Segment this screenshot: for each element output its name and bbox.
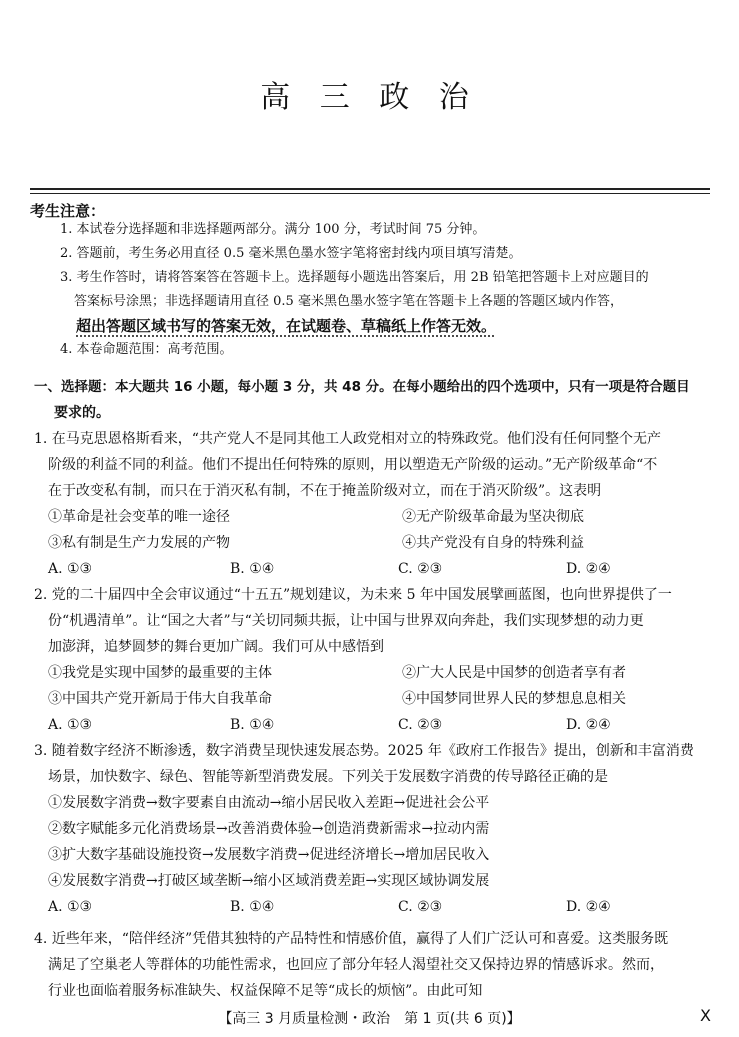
answer-choice: D. ②④ (566, 899, 611, 915)
answer-choice: D. ②④ (566, 717, 611, 733)
section-line: 要求的。 (54, 405, 110, 421)
question-stem: 在于改变私有制，而只在于消灭私有制，不在于掩盖阶级对立，而在于消灭阶级”。这表明 (48, 483, 602, 499)
statement-option: ②无产阶级革命最为坚决彻底 (402, 509, 584, 525)
statement-option: ③扩大数字基础设施投资→发展数字消费→促进经济增长→增加居民收入 (48, 847, 490, 863)
answer-choice: B. ①④ (230, 899, 275, 915)
answer-choice: C. ②③ (398, 561, 443, 577)
question-stem: 场景，加快数字、绿色、智能等新型消费发展。下列关于发展数字消费的传导路径正确的是 (48, 769, 608, 785)
notice-item: 3. 考生作答时，请将答案答在答题卡上。选择题每小题选出答案后，用 2B 铅笔把答题卡上对应题目的 (60, 270, 649, 285)
answer-choice: A. ①③ (48, 561, 93, 577)
answer-choice: A. ①③ (48, 899, 93, 915)
question-stem: 3. 随着数字经济不断渗透，数字消费呈现快速发展态势。2025 年《政府工作报告》提出，创新和丰富消费 (34, 743, 694, 759)
question-stem: 加澎湃，追梦圆梦的舞台更加广阔。我们可从中感悟到 (48, 639, 384, 655)
statement-option: ④共产党没有自身的特殊利益 (402, 535, 584, 551)
header-divider (30, 188, 710, 194)
question-stem: 1. 在马克思恩格斯看来，“共产党人不是同其他工人政党相对立的特殊政党。他们没有任何同整个无产 (34, 431, 661, 447)
answer-choice: C. ②③ (398, 717, 443, 733)
footer-mark: X (700, 1006, 711, 1025)
answer-choice: B. ①④ (230, 717, 275, 733)
question-stem: 满足了空巢老人等群体的功能性需求，也回应了部分年轻人渴望社交又保持边界的情感诉求。然而， (48, 957, 664, 973)
answer-choice: C. ②③ (398, 899, 443, 915)
page-title: 高 三 政 治 (260, 80, 479, 115)
notice-item: 1. 本试卷分选择题和非选择题两部分。满分 100 分，考试时间 75 分钟。 (60, 222, 486, 237)
question-stem: 4. 近些年来，“陪伴经济”凭借其独特的产品特性和情感价值，赢得了人们广泛认可和喜爱。这类服务既 (34, 931, 669, 947)
notice-emphasis: 超出答题区域书写的答案无效，在试题卷、草稿纸上作答无效。 (76, 317, 497, 335)
question-stem: 行业也面临着服务标准缺失、权益保障不足等“成长的烦恼”。由此可知 (48, 983, 483, 999)
statement-option: ②广大人民是中国梦的创造者享有者 (402, 665, 626, 681)
answer-choice: A. ①③ (48, 717, 93, 733)
answer-choice: D. ②④ (566, 561, 611, 577)
statement-option: ③私有制是生产力发展的产物 (48, 535, 230, 551)
section-heading (34, 374, 714, 426)
notice-item: 4. 本卷命题范围：高考范围。 (60, 342, 233, 357)
notice-block (60, 218, 710, 362)
statement-option: ①我党是实现中国梦的最重要的主体 (48, 665, 272, 681)
statement-option: ①发展数字消费→数字要素自由流动→缩小居民收入差距→促进社会公平 (48, 795, 490, 811)
page-footer: 【高三 3 月质量检测・政治 第 1 页(共 6 页)】 (218, 1011, 521, 1027)
statement-option: ①革命是社会变革的唯一途径 (48, 509, 230, 525)
answer-choice: B. ①④ (230, 561, 275, 577)
question-stem: 阶级的利益不同的利益。他们不提出任何特殊的原则，用以塑造无产阶级的运动。”无产阶级革命“不 (48, 457, 658, 473)
notice-item: 2. 答题前，考生务必用直径 0.5 毫米黑色墨水签字笔将密封线内项目填写清楚。 (60, 246, 522, 261)
statement-option: ②数字赋能多元化消费场景→改善消费体验→创造消费新需求→拉动内需 (48, 821, 490, 837)
question-2 (34, 582, 714, 738)
statement-option: ④中国梦同世界人民的梦想息息相关 (402, 691, 626, 707)
statement-option: ④发展数字消费→打破区域垄断→缩小区域消费差距→实现区域协调发展 (48, 873, 490, 889)
question-1 (34, 426, 714, 582)
section-line: 一、选择题：本大题共 16 小题，每小题 3 分，共 48 分。在每小题给出的四个选项中，只有一项是符合题目 (34, 379, 690, 395)
question-stem: 份“机遇清单”。让“国之大者”与“关切同频共振，让中国与世界双向奔赴，我们实现梦想的动力更 (48, 613, 644, 629)
question-4 (34, 926, 714, 1004)
question-stem: 2. 党的二十届四中全会审议通过“十五五”规划建议，为未来 5 年中国发展擘画蓝图，也向世界提供了一 (34, 587, 672, 603)
notice-item: 答案标号涂黑；非选择题请用直径 0.5 毫米黑色墨水签字笔在答题卡上各题的答题区域内作答， (74, 294, 623, 309)
question-3 (34, 738, 714, 920)
notice-heading: 考生注意： (30, 202, 106, 220)
statement-option: ③中国共产党开新局于伟大自我革命 (48, 691, 272, 707)
